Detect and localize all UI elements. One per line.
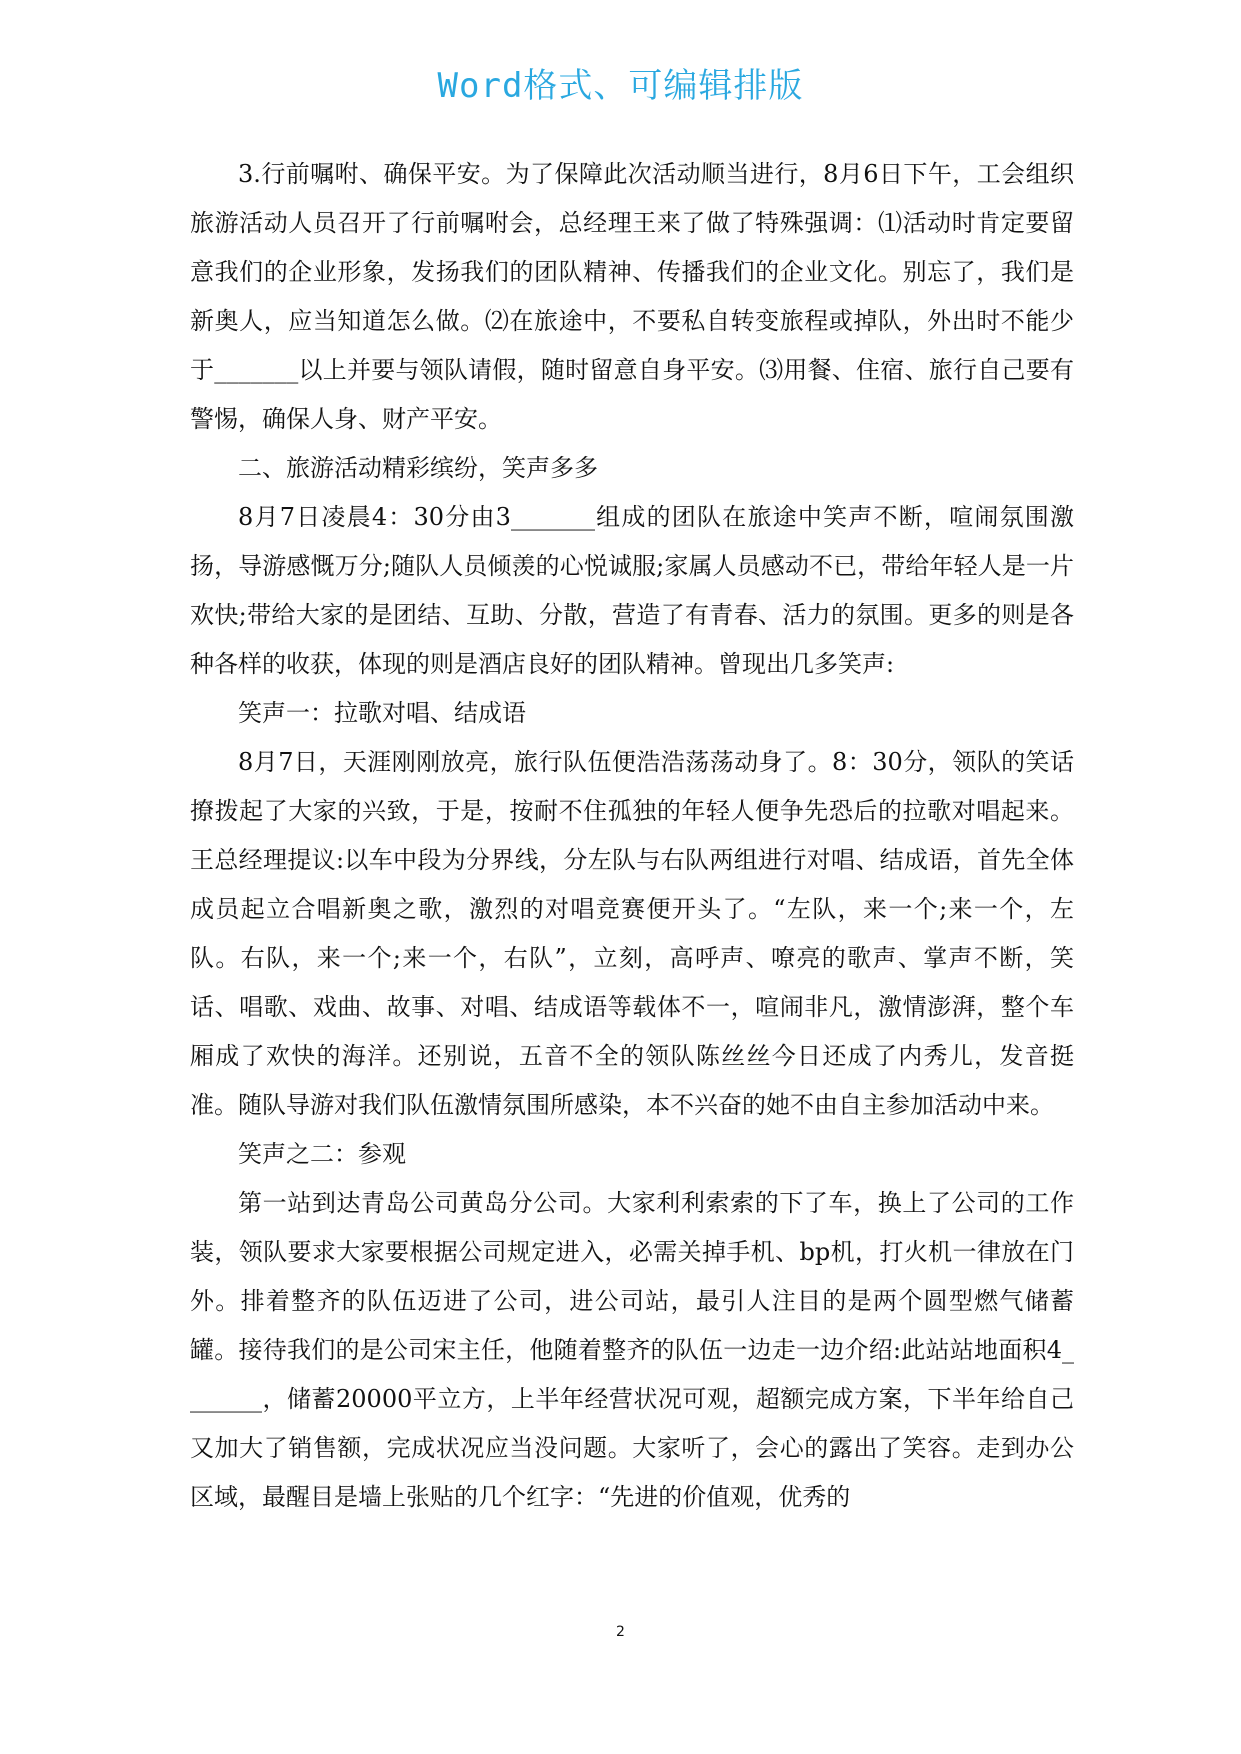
subheading-laughter-two: 笑声之二：参观: [238, 1140, 406, 1168]
paragraph-departure: 8月7日凌晨4：30分由3_______组成的团队在旅途中笑声不断，喧闹氛围激扬，导游感慨万分;随队人员倾羡的心悦诚服;家属人员感动不已，带给年轻人是一片欢快;带给大家的是团结、互助、分散，营造了有青春、活力的氛围。更多的则是各种各样的收获，体现的则是酒店良好的团队精神。曾现出几多笑声:: [190, 503, 1074, 678]
page-header-title: Word格式、可编辑排版: [437, 66, 804, 106]
section-heading-activities: 二、旅游活动精彩缤纷，笑声多多: [238, 454, 598, 482]
page-number: 2: [616, 1624, 625, 1640]
subheading-laughter-one: 笑声一：拉歌对唱、结成语: [238, 699, 526, 727]
paragraph-singing-contest: 8月7日，天涯刚刚放亮，旅行队伍便浩浩荡荡动身了。8：30分，领队的笑话撩拨起了大家的兴致，于是，按耐不住孤独的年轻人便争先恐后的拉歌对唱起来。王总经理提议:以车中段为分界线，分左队与右队两组进行对唱、结成语，首先全体成员起立合唱新奥之歌，激烈的对唱竞赛便开头了。“左队，来一个;来一个，左队。右队，来一个;来一个，右队”，立刻，高呼声、嘹亮的歌声、掌声不断，笑话、唱歌、戏曲、故事、对唱、结成语等载体不一，喧闹非凡，激情澎湃，整个车厢成了欢快的海洋。还别说，五音不全的领队陈丝丝今日还成了内秀儿，发音挺准。随队导游对我们队伍激情氛围所感染，本不兴奋的她不由自主参加活动中来。: [190, 748, 1074, 1119]
paragraph-pre-trip-briefing: 3.行前嘱咐、确保平安。为了保障此次活动顺当进行，8月6日下午，工会组织旅游活动人员召开了行前嘱咐会，总经理王来了做了特殊强调：⑴活动时肯定要留意我们的企业形象，发扬我们的团队精神、传播我们的企业文化。别忘了，我们是新奥人，应当知道怎么做。⑵在旅途中，不要私自转变旅程或掉队，外出时不能少于_______以上并要与领队请假，随时留意自身平安。⑶用餐、住宿、旅行自己要有警惕，确保人身、财产平安。: [190, 160, 1074, 433]
document-body: [190, 150, 1074, 1522]
paragraph-company-visit: 第一站到达青岛公司黄岛分公司。大家利利索索的下了车，换上了公司的工作装，领队要求大家要根据公司规定进入，必需关掉手机、bp机，打火机一律放在门外。排着整齐的队伍迈进了公司，进公司站，最引人注目的是两个圆型燃气储蓄罐。接待我们的是公司宋主任，他随着整齐的队伍一边走一边介绍:此站站地面积4_______，储蓄20000平立方，上半年经营状况可观，超额完成方案，下半年给自己又加大了销售额，完成状况应当没问题。大家听了，会心的露出了笑容。走到办公区域，最醒目是墙上张贴的几个红字：“先进的价值观，优秀的: [190, 1189, 1074, 1511]
